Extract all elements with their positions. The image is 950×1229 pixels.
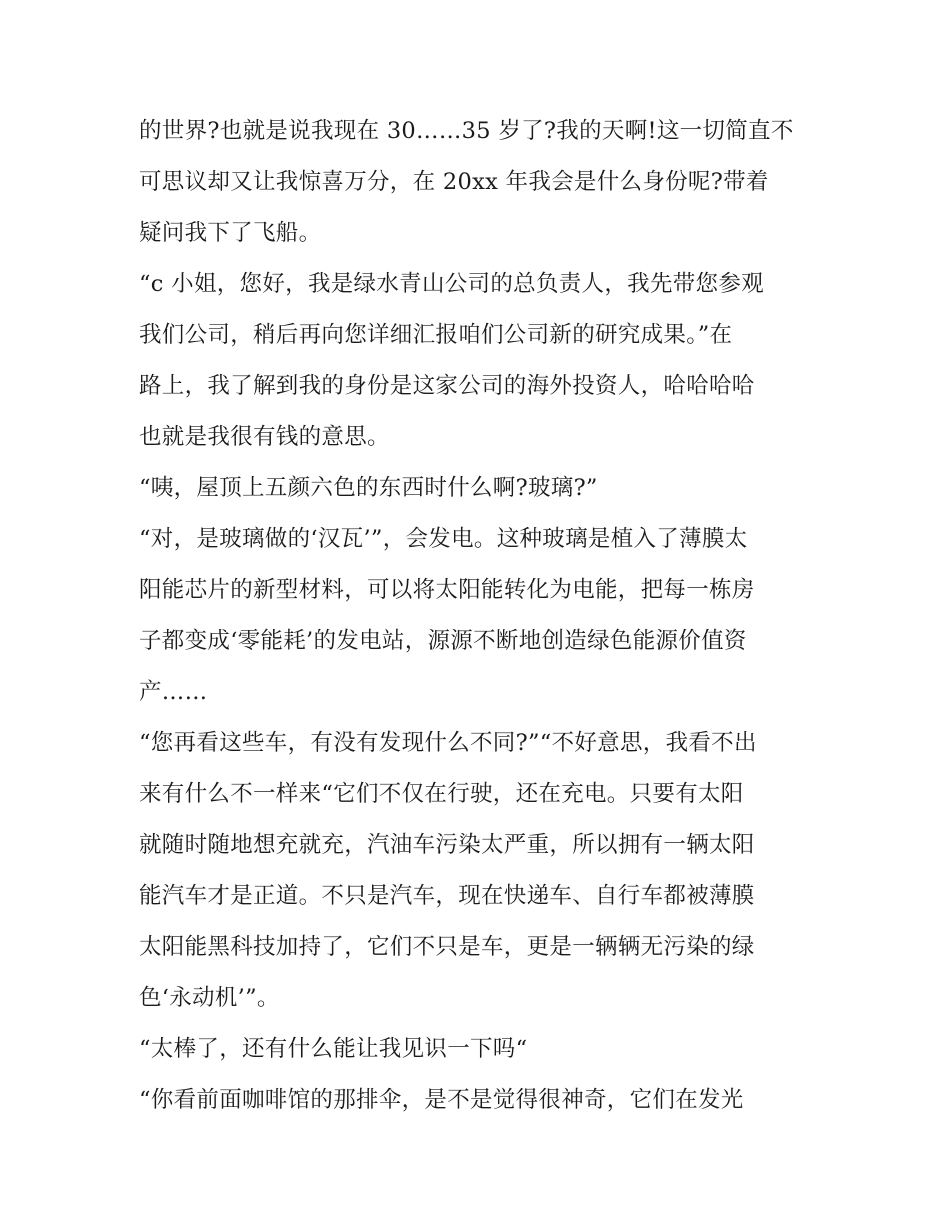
text-line: “您再看这些车，有没有发现什么不同?”“不好意思，我看不出 — [139, 730, 757, 756]
text-line: “你看前面咖啡馆的那排伞，是不是觉得很神奇，它们在发光 — [139, 1087, 744, 1113]
text-line: “太棒了，还有什么能让我见识一下吗“ — [139, 1036, 528, 1062]
text-line: 产…… — [139, 679, 208, 705]
text-line: 能汽车才是正道。不只是汽车，现在快递车、自行车都被薄膜 — [139, 883, 755, 909]
text-line: “咦，屋顶上五颜六色的东西时什么啊?玻璃?” — [139, 475, 598, 501]
text-line: 就随时随地想充就充，汽油车污染太严重，所以拥有一辆太阳 — [139, 832, 755, 858]
text-line: 色‘永动机’”。 — [139, 985, 280, 1011]
document-body — [139, 106, 819, 1126]
text-line: 太阳能黑科技加持了，它们不只是车，更是一辆辆无污染的绿 — [139, 934, 755, 960]
text-line: 路上，我了解到我的身份是这家公司的海外投资人，哈哈哈哈 — [139, 373, 755, 399]
text-line: 的世界?也就是说我现在 30……35 岁了?我的天啊!这一切简直不 — [139, 118, 794, 144]
text-line: 阳能芯片的新型材料，可以将太阳能转化为电能，把每一栋房 — [139, 577, 755, 603]
text-line: 我们公司，稍后再向您详细汇报咱们公司新的研究成果。”在 — [139, 322, 733, 348]
text-line: 子都变成‘零能耗’的发电站，源源不断地创造绿色能源价值资 — [139, 628, 747, 654]
text-line: 疑问我下了飞船。 — [139, 220, 322, 246]
text-line: 来有什么不一样来“它们不仅在行驶，还在充电。只要有太阳 — [139, 781, 744, 807]
text-line: “c 小姐，您好，我是绿水青山公司的总负责人，我先带您参观 — [139, 271, 764, 297]
text-line: 可思议却又让我惊喜万分，在 20xx 年我会是什么身份呢?带着 — [139, 169, 769, 195]
text-line: 也就是我很有钱的意思。 — [139, 424, 390, 450]
text-line: “对，是玻璃做的‘汉瓦’”，会发电。这种玻璃是植入了薄膜太 — [139, 526, 748, 552]
